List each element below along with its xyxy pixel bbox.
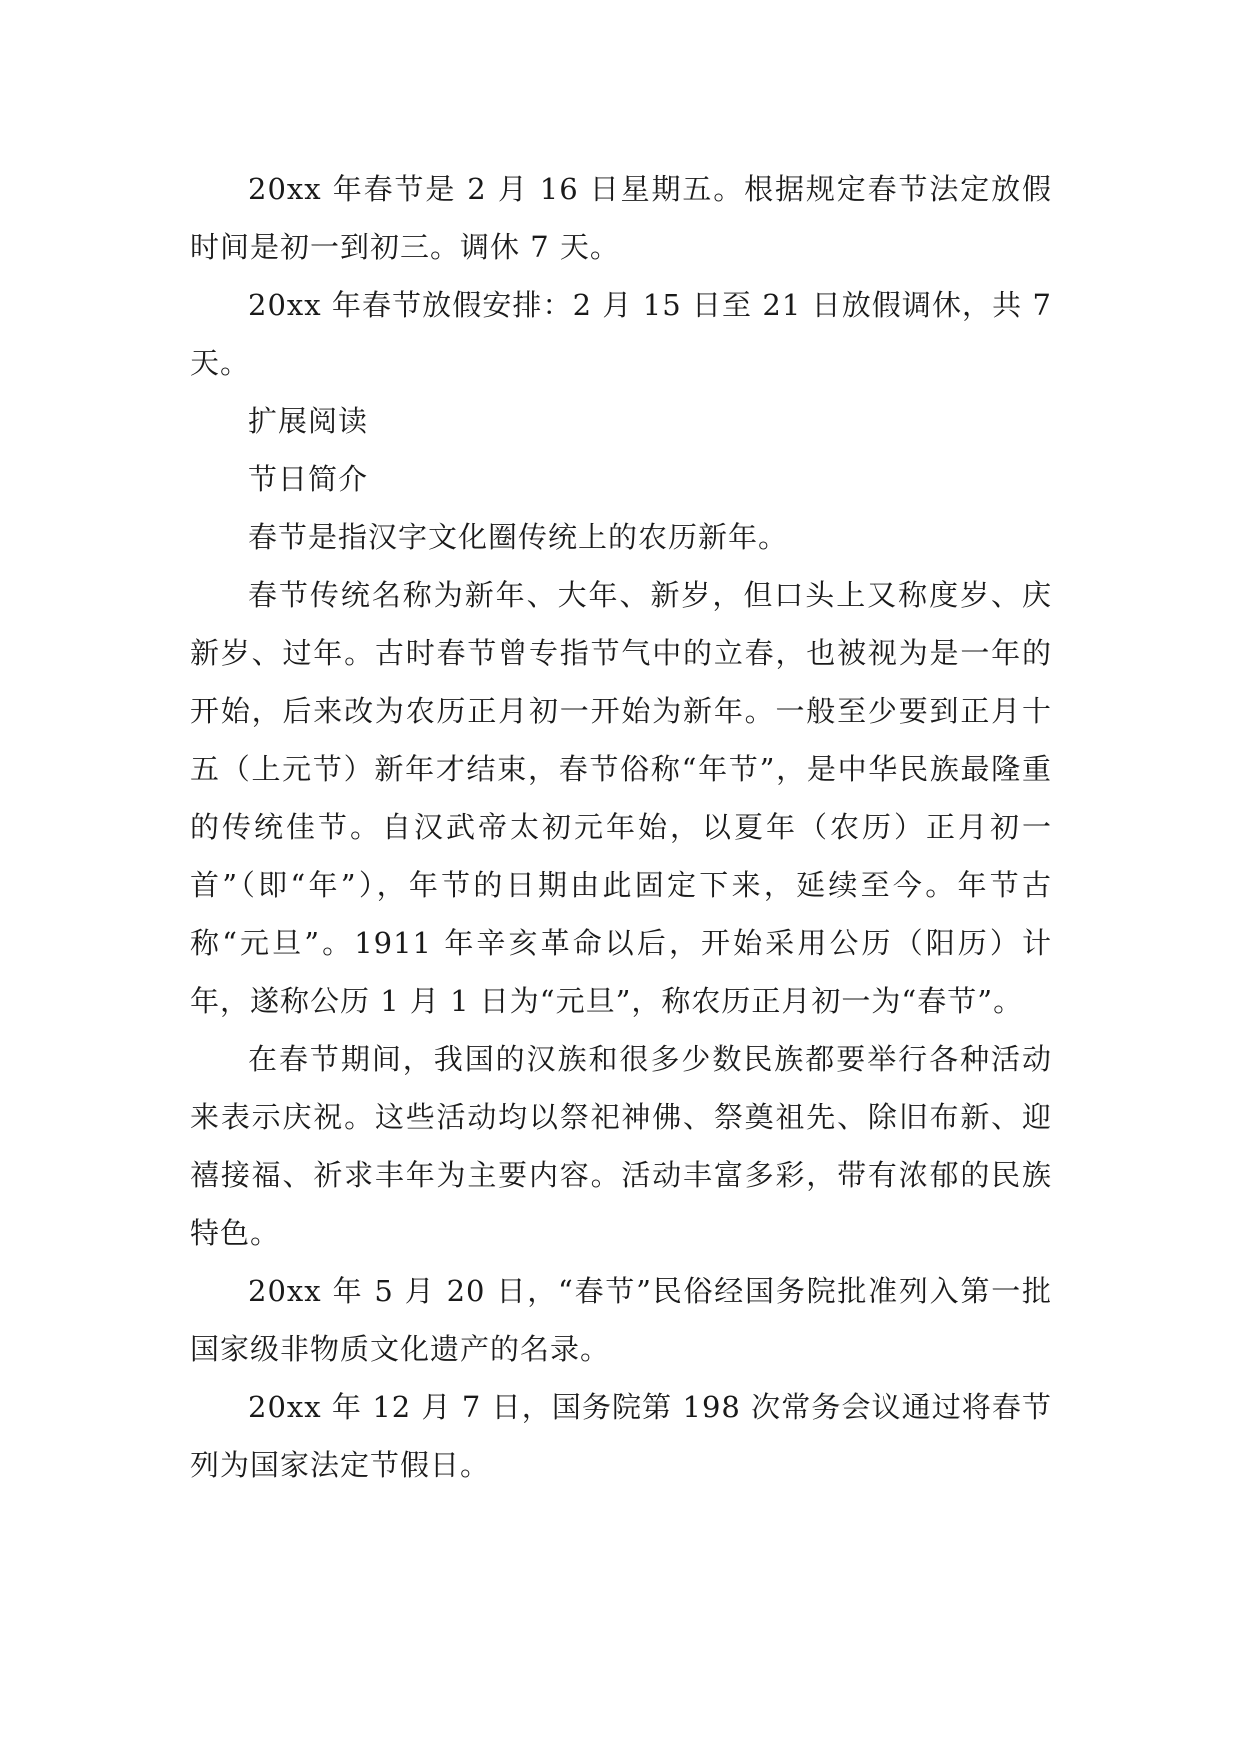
heading-extended-reading: 扩展阅读 xyxy=(248,404,369,438)
paragraph-holiday-dates: 20xx 年春节是 2 月 16 日星期五。根据规定春节法定放假时间是初一到初三。调休 7 天。 xyxy=(190,172,1052,264)
paragraph-holiday-schedule: 20xx 年春节放假安排：2 月 15 日至 21 日放假调休，共 7 天。 xyxy=(190,288,1052,380)
heading-festival-intro: 节日简介 xyxy=(248,462,369,496)
paragraph-definition: 春节是指汉字文化圈传统上的农历新年。 xyxy=(248,520,789,554)
paragraph-heritage: 20xx 年 5 月 20 日，“春节”民俗经国务院批准列入第一批国家级非物质文化遗产的名录。 xyxy=(190,1274,1052,1366)
paragraph-history: 春节传统名称为新年、大年、新岁，但口头上又称度岁、庆新岁、过年。古时春节曾专指节气中的立春，也被视为是一年的开始，后来改为农历正月初一开始为新年。一般至少要到正月十五（上元节）新年才结束，春节俗称“年节”，是中华民族最隆重的传统佳节。自汉武帝太初元年始，以夏年（农历）正月初一首”（即“年”），年节的日期由此固定下来，延续至今。年节古称“元旦”。1911 年辛亥革命以后，开始采用公历（阳历）计年，遂称公历 1 月 1 日为“元旦”，称农历正月初一为“春节”。 xyxy=(190,578,1052,1018)
document-body xyxy=(190,160,1052,1494)
paragraph-customs: 在春节期间，我国的汉族和很多少数民族都要举行各种活动来表示庆祝。这些活动均以祭祀神佛、祭奠祖先、除旧布新、迎禧接福、祈求丰年为主要内容。活动丰富多彩，带有浓郁的民族特色。 xyxy=(190,1042,1052,1250)
paragraph-legal-holiday: 20xx 年 12 月 7 日，国务院第 198 次常务会议通过将春节列为国家法定节假日。 xyxy=(190,1390,1052,1482)
